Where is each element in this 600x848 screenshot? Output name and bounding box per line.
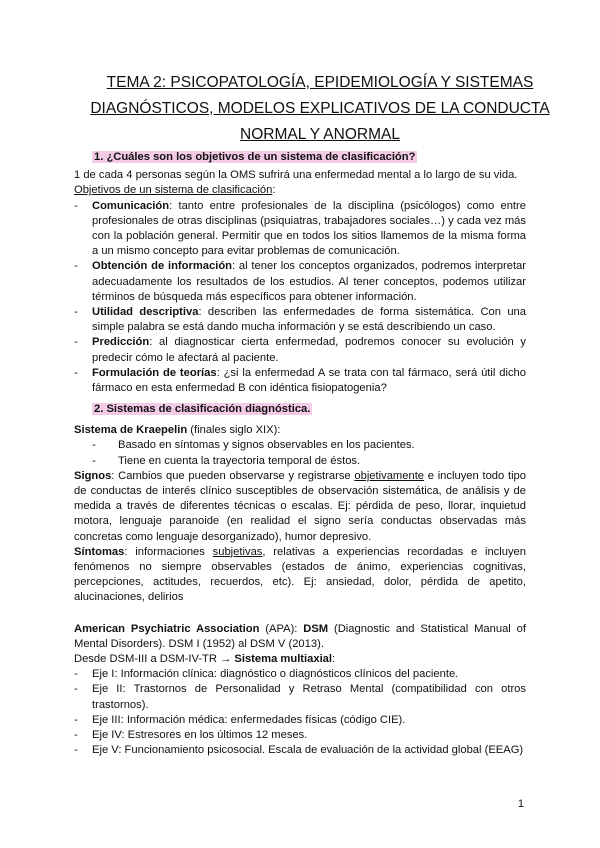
objectives-list bbox=[74, 199, 526, 397]
title-line-3: NORMAL Y ANORMAL bbox=[240, 126, 400, 143]
section-1-heading: 1. ¿Cuáles son los objetivos de un sistema de clasificación? bbox=[94, 151, 416, 163]
section-1 bbox=[74, 150, 526, 396]
title-line-2: DIAGNÓSTICOS, MODELOS EXPLICATIVOS DE LA CONDUCTA bbox=[90, 100, 550, 117]
objective-item: - Obtención de información: al tener los conceptos organizados, podremos interpretar adecuadamente los resultados de los estudios. Al tener conceptos, podemos utilizar términos de búsqueda más específicos para obtener información. bbox=[74, 260, 527, 303]
objective-item: - Comunicación: tanto entre profesionales de la disciplina (psicólogos) como entre profesionales de otras disciplinas (psiquiatras, trabajadores sociales…) y cada vez más con la población general. Permitir que en todos los sitios llamemos de la misma forma a un mismo concepto para evitar problemas de comunicación. bbox=[74, 199, 526, 258]
kraepelin-list bbox=[74, 438, 526, 468]
document-title bbox=[40, 70, 600, 148]
eje-item: - Eje I: Información clínica: diagnóstico o diagnósticos clínicos del paciente. bbox=[74, 668, 459, 681]
eje-item: - Eje V: Funcionamiento psicosocial. Escala de evaluación de la actividad global (EEAG) bbox=[74, 744, 524, 757]
section-2-heading: 2. Sistemas de clasificación diagnóstica. bbox=[94, 403, 311, 415]
eje-item: - Eje II: Trastornos de Personalidad y Retraso Mental (compatibilidad con otros trastornos). bbox=[74, 683, 526, 711]
objective-item: - Formulación de teorías: ¿si la enfermedad A se trata con tal fármaco, será útil dicho fármaco en esta enfermedad B con idéntica fisiopatogenia? bbox=[74, 366, 526, 395]
kraepelin-line: Sistema de Kraepelin (finales siglo XIX): bbox=[74, 424, 281, 437]
kraepelin-item: - Basado en síntomas y signos observables en los pacientes. bbox=[92, 439, 415, 452]
title-line-1: TEMA 2: PSICOPATOLOGÍA, EPIDEMIOLOGÍA Y SISTEMAS bbox=[106, 74, 534, 91]
sintomas-paragraph: Síntomas: informaciones subjetivas, relativas a experiencias recordadas e incluyen fenómenos no siempre observables (estados de ánimo, experiencias cognitivas, percepciones, actitudes, recuerdos, etc). Ej: ansiedad, dolor, pérdida de apetito, alucinaciones, delirios bbox=[74, 545, 527, 604]
eje-item: - Eje IV: Estresores en los últimos 12 meses. bbox=[74, 729, 308, 742]
section-2 bbox=[74, 402, 526, 758]
objective-item: - Predicción: al diagnosticar cierta enfermedad, podremos conocer su evolución y predecir cómo le afectará al paciente. bbox=[74, 336, 526, 364]
section-1-intro: 1 de cada 4 personas según la OMS sufrirá una enfermedad mental a lo largo de su vida. bbox=[74, 169, 518, 182]
objective-item: - Utilidad descriptiva: describen las enfermedades de forma sistemática. Con una simple palabra se está dando mucha información y se está describiendo un caso. bbox=[74, 306, 526, 334]
objectives-subheading: Objetivos de un sistema de clasificación: bbox=[74, 184, 276, 197]
multiaxial-line: Desde DSM-III a DSM-IV-TR → Sistema multiaxial: bbox=[74, 653, 336, 666]
page-number: 1 bbox=[517, 798, 524, 810]
ejes-list bbox=[74, 667, 526, 758]
signos-paragraph: Signos: Cambios que pueden observarse y registrarse objetivamente e incluyen todo tipo de conductas de interés clínico susceptibles de observación sistemática, de análisis y de medida a través de diferentes técnicas o escalas. Ej: pérdida de peso, llorar, inquietud motora, lenguaje paranoide (en realidad el signo sería conductas observadas más concretas como lenguaje desorganizado), humor depresivo. bbox=[74, 469, 526, 543]
apa-paragraph: American Psychiatric Association (APA): DSM (Diagnostic and Statistical Manual of Mental Disorders). DSM I (1952) al DSM V (2013). bbox=[74, 622, 526, 650]
eje-item: - Eje III: Información médica: enfermedades físicas (código CIE). bbox=[74, 713, 406, 726]
kraepelin-item: - Tiene en cuenta la trayectoria temporal de éstos. bbox=[92, 454, 361, 467]
